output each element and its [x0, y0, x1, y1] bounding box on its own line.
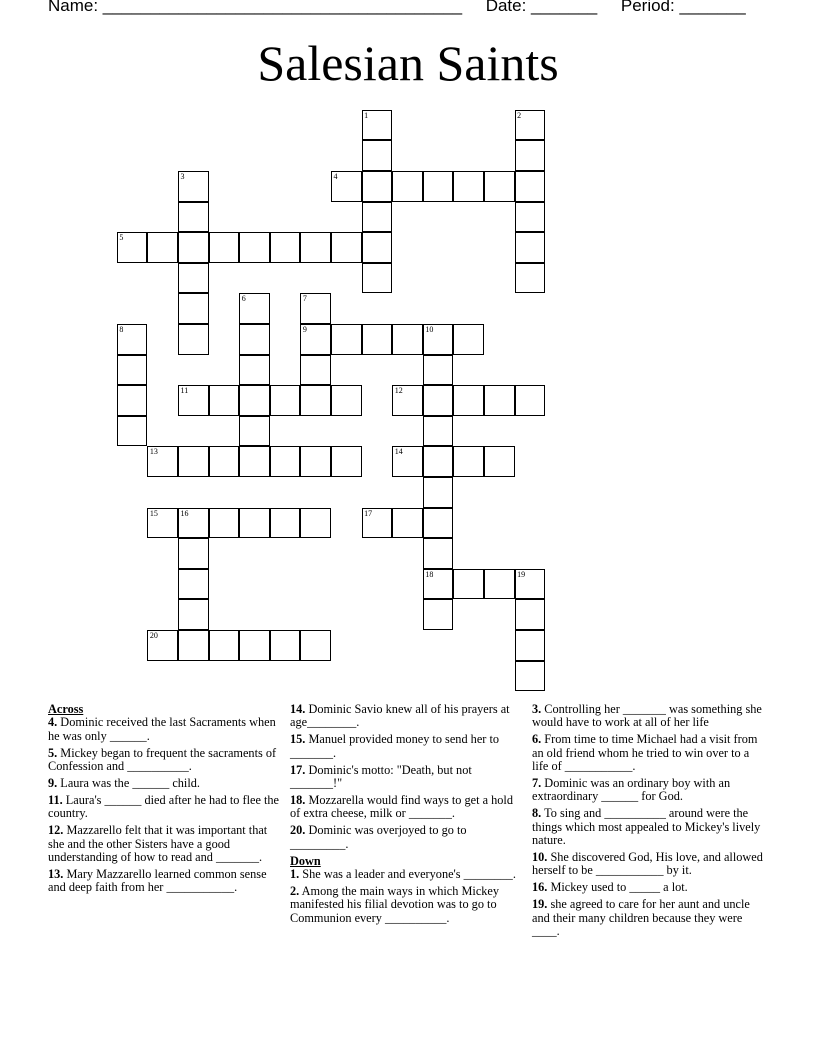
clue-number-label: 12: [394, 386, 403, 396]
clues-column-2: [290, 703, 526, 929]
grid-cell[interactable]: [484, 385, 515, 416]
grid-cell[interactable]: [300, 446, 331, 477]
grid-cell[interactable]: [209, 630, 240, 661]
down-clue: [532, 851, 764, 878]
grid-cell[interactable]: [239, 630, 270, 661]
clue-text: Mary Mazzarello learned common sense and deep faith from her ___________.: [48, 866, 267, 895]
grid-cell[interactable]: [117, 355, 148, 386]
grid-cell[interactable]: [209, 508, 240, 539]
clue-number: 8.: [532, 806, 542, 821]
across-clue: [290, 794, 526, 821]
grid-cell[interactable]: [453, 385, 484, 416]
clue-number-label: 11: [180, 386, 189, 396]
grid-cell[interactable]: [178, 263, 209, 294]
grid-cell[interactable]: [515, 661, 546, 692]
clue-number-label: 10: [425, 325, 434, 334]
down-clue: [532, 703, 764, 730]
clue-number-label: 3: [180, 172, 185, 181]
clue-number-label: 18: [425, 569, 434, 579]
grid-cell[interactable]: [515, 202, 546, 233]
grid-cell[interactable]: [300, 324, 331, 355]
grid-cell[interactable]: [300, 293, 331, 324]
clue-text: Dominic Savio knew all of his prayers at age________.: [290, 702, 510, 730]
clue-number-label: 7: [302, 294, 307, 304]
clue-number: 15.: [290, 732, 306, 747]
across-clue: [290, 764, 526, 791]
down-clue: [532, 733, 764, 773]
grid-cell[interactable]: [147, 508, 178, 539]
across-clue: [290, 733, 526, 760]
clue-text: Laura was the ______ child.: [57, 776, 200, 791]
name-field[interactable]: Name: ______________________________________: [48, 0, 463, 15]
grid-cell[interactable]: [239, 232, 270, 263]
grid-cell[interactable]: [209, 446, 240, 477]
grid-cell[interactable]: [270, 385, 301, 416]
clue-number: 3.: [532, 702, 542, 716]
grid-cell[interactable]: [453, 324, 484, 355]
clue-number-label: 6: [241, 294, 246, 304]
grid-cell[interactable]: [453, 171, 484, 202]
grid-cell[interactable]: [117, 416, 148, 447]
clue-number: 5.: [48, 745, 58, 760]
grid-cell[interactable]: [362, 110, 393, 141]
clue-number: 19.: [532, 897, 548, 912]
grid-cell[interactable]: [178, 324, 209, 355]
down-heading: Down: [290, 853, 321, 868]
grid-cell[interactable]: [515, 140, 546, 171]
grid-cell[interactable]: [300, 355, 331, 386]
clue-text: Dominic received the last Sacraments when he was only ______.: [48, 715, 276, 743]
grid-cell[interactable]: [178, 293, 209, 324]
grid-cell[interactable]: [117, 232, 148, 263]
grid-cell[interactable]: [362, 140, 393, 171]
grid-cell[interactable]: [453, 569, 484, 600]
across-clue: [48, 868, 280, 895]
grid-cell[interactable]: [178, 385, 209, 416]
down-clue: [290, 868, 526, 881]
clue-number-label: 17: [364, 508, 373, 518]
grid-cell[interactable]: [453, 446, 484, 477]
grid-cell[interactable]: [484, 569, 515, 600]
clue-number-label: 13: [149, 447, 158, 457]
grid-cell[interactable]: [423, 446, 454, 477]
clue-number-label: 4: [333, 172, 338, 181]
clue-text: Mickey used to _____ a lot.: [547, 880, 688, 895]
grid-cell[interactable]: [270, 630, 301, 661]
grid-cell[interactable]: [178, 630, 209, 661]
grid-cell[interactable]: [300, 385, 331, 416]
grid-cell[interactable]: [239, 508, 270, 539]
grid-cell[interactable]: [270, 232, 301, 263]
clue-number-label: 15: [149, 508, 158, 518]
clue-number-label: 8: [119, 325, 124, 334]
clue-number: 20.: [290, 823, 306, 838]
grid-cell[interactable]: [423, 477, 454, 508]
grid-cell[interactable]: [362, 171, 393, 202]
across-clue: [48, 747, 280, 774]
clue-number: 13.: [48, 866, 64, 881]
grid-cell[interactable]: [423, 324, 454, 355]
grid-cell[interactable]: [178, 171, 209, 202]
grid-cell[interactable]: [423, 171, 454, 202]
grid-cell[interactable]: [423, 538, 454, 569]
clue-text: Manuel provided money to send her to _______.: [290, 732, 500, 760]
down-clue: [290, 885, 526, 925]
grid-cell[interactable]: [209, 385, 240, 416]
clue-number-label: 19: [517, 569, 526, 579]
clue-text: From time to time Michael had a visit from an old friend whom he tried to win over to a life of ___________.: [532, 732, 758, 774]
clue-text: she agreed to care for her aunt and uncle and their many children because they were ____.: [532, 897, 750, 939]
across-clue: [48, 777, 280, 790]
grid-cell[interactable]: [178, 538, 209, 569]
across-clue: [290, 703, 526, 730]
down-clue: [532, 881, 764, 894]
clue-text: Dominic was overjoyed to go to _________.: [290, 823, 467, 851]
grid-cell[interactable]: [392, 324, 423, 355]
grid-cell[interactable]: [423, 385, 454, 416]
grid-cell[interactable]: [392, 446, 423, 477]
grid-cell[interactable]: [362, 263, 393, 294]
clue-text: Mazzarello felt that it was important that she and the other Sisters have a good understanding of how to read and _______.: [48, 823, 268, 865]
grid-cell[interactable]: [362, 508, 393, 539]
grid-cell[interactable]: [300, 630, 331, 661]
grid-cell[interactable]: [515, 232, 546, 263]
clue-number: 17.: [290, 762, 306, 777]
clue-number: 12.: [48, 823, 64, 838]
clue-text: She was a leader and everyone's ________.: [299, 866, 516, 881]
grid-cell[interactable]: [270, 446, 301, 477]
clue-text: Mickey began to frequent the sacraments of Confession and __________.: [48, 745, 277, 774]
grid-cell[interactable]: [515, 599, 546, 630]
clue-text: Among the main ways in which Mickey manifested his filial devotion was to go to Communion every __________.: [290, 883, 500, 925]
puzzle-title: Salesian Saints: [257, 35, 559, 91]
across-clue: [48, 824, 280, 864]
grid-cell[interactable]: [392, 385, 423, 416]
grid-cell[interactable]: [423, 569, 454, 600]
grid-cell[interactable]: [178, 599, 209, 630]
grid-cell[interactable]: [331, 446, 362, 477]
grid-cell[interactable]: [178, 446, 209, 477]
clue-number-label: 1: [364, 110, 369, 120]
clue-text: To sing and __________ around were the things which most appealed to Mickey's lively nature.: [532, 806, 761, 848]
grid-cell[interactable]: [515, 569, 546, 600]
across-clue: [48, 794, 280, 821]
clue-text: Dominic was an ordinary boy with an extraordinary ______ for God.: [532, 776, 731, 804]
clue-text: Laura's ______ died after he had to flee the country.: [48, 792, 280, 821]
grid-cell[interactable]: [270, 508, 301, 539]
grid-cell[interactable]: [423, 355, 454, 386]
grid-cell[interactable]: [362, 202, 393, 233]
clue-text: She discovered God, His love, and allowed herself to be ___________ by it.: [532, 850, 763, 878]
grid-cell[interactable]: [392, 171, 423, 202]
grid-cell[interactable]: [117, 324, 148, 355]
clue-text: Controlling her _______ was something she would have to work at all of her life: [532, 702, 762, 730]
across-heading: Across: [48, 702, 84, 716]
grid-cell[interactable]: [392, 508, 423, 539]
date-field[interactable]: Date: _______: [485, 0, 598, 15]
grid-cell[interactable]: [178, 569, 209, 600]
clue-number: 4.: [48, 715, 58, 730]
grid-cell[interactable]: [178, 508, 209, 539]
clue-number-label: 9: [302, 325, 307, 334]
grid-cell[interactable]: [331, 324, 362, 355]
clue-text: Mozzarella would find ways to get a hold of extra cheese, milk or _______.: [290, 792, 513, 821]
clue-number: 11.: [48, 792, 63, 807]
across-clue: [290, 824, 526, 851]
across-clue: [48, 716, 280, 743]
grid-cell[interactable]: [515, 630, 546, 661]
grid-cell[interactable]: [484, 171, 515, 202]
grid-cell[interactable]: [239, 324, 270, 355]
grid-cell[interactable]: [423, 508, 454, 539]
grid-cell[interactable]: [362, 232, 393, 263]
grid-cell[interactable]: [331, 232, 362, 263]
clue-number: 7.: [532, 776, 542, 791]
grid-cell[interactable]: [147, 446, 178, 477]
grid-cell[interactable]: [178, 232, 209, 263]
clue-number: 6.: [532, 732, 542, 747]
down-clue: [532, 898, 764, 938]
grid-cell[interactable]: [515, 385, 546, 416]
grid-cell[interactable]: [515, 263, 546, 294]
clue-number: 1.: [290, 866, 300, 881]
grid-cell[interactable]: [147, 232, 178, 263]
clues-column-1: [48, 703, 280, 898]
clue-number-label: 14: [394, 447, 403, 457]
grid-cell[interactable]: [239, 385, 270, 416]
clue-number: 2.: [290, 883, 300, 898]
clue-text: Dominic's motto: "Death, but not _______!": [290, 762, 472, 791]
clue-number: 14.: [290, 702, 306, 716]
grid-cell[interactable]: [117, 385, 148, 416]
clue-number: 16.: [532, 880, 548, 895]
grid-cell[interactable]: [331, 385, 362, 416]
clue-number-label: 20: [149, 631, 158, 640]
grid-cell[interactable]: [515, 171, 546, 202]
grid-cell[interactable]: [178, 202, 209, 233]
grid-cell[interactable]: [300, 508, 331, 539]
grid-cell[interactable]: [300, 232, 331, 263]
grid-cell[interactable]: [331, 171, 362, 202]
grid-cell[interactable]: [147, 630, 178, 661]
clue-number: 18.: [290, 792, 306, 807]
grid-cell[interactable]: [239, 446, 270, 477]
clues-column-3: [532, 703, 764, 942]
down-clue: [532, 777, 764, 804]
grid-cell[interactable]: [362, 324, 393, 355]
period-field[interactable]: Period: _______: [620, 0, 746, 15]
clue-number: 9.: [48, 776, 58, 791]
grid-cell[interactable]: [484, 446, 515, 477]
grid-cell[interactable]: [423, 416, 454, 447]
grid-cell[interactable]: [239, 416, 270, 447]
grid-cell[interactable]: [515, 110, 546, 141]
clue-number-label: 16: [180, 508, 189, 518]
grid-cell[interactable]: [209, 232, 240, 263]
clue-number-label: 2: [517, 110, 522, 120]
grid-cell[interactable]: [239, 355, 270, 386]
grid-cell[interactable]: [239, 293, 270, 324]
grid-cell[interactable]: [423, 599, 454, 630]
clue-number: 10.: [532, 850, 548, 865]
down-clue: [532, 807, 764, 847]
clue-number-label: 5: [119, 233, 124, 243]
